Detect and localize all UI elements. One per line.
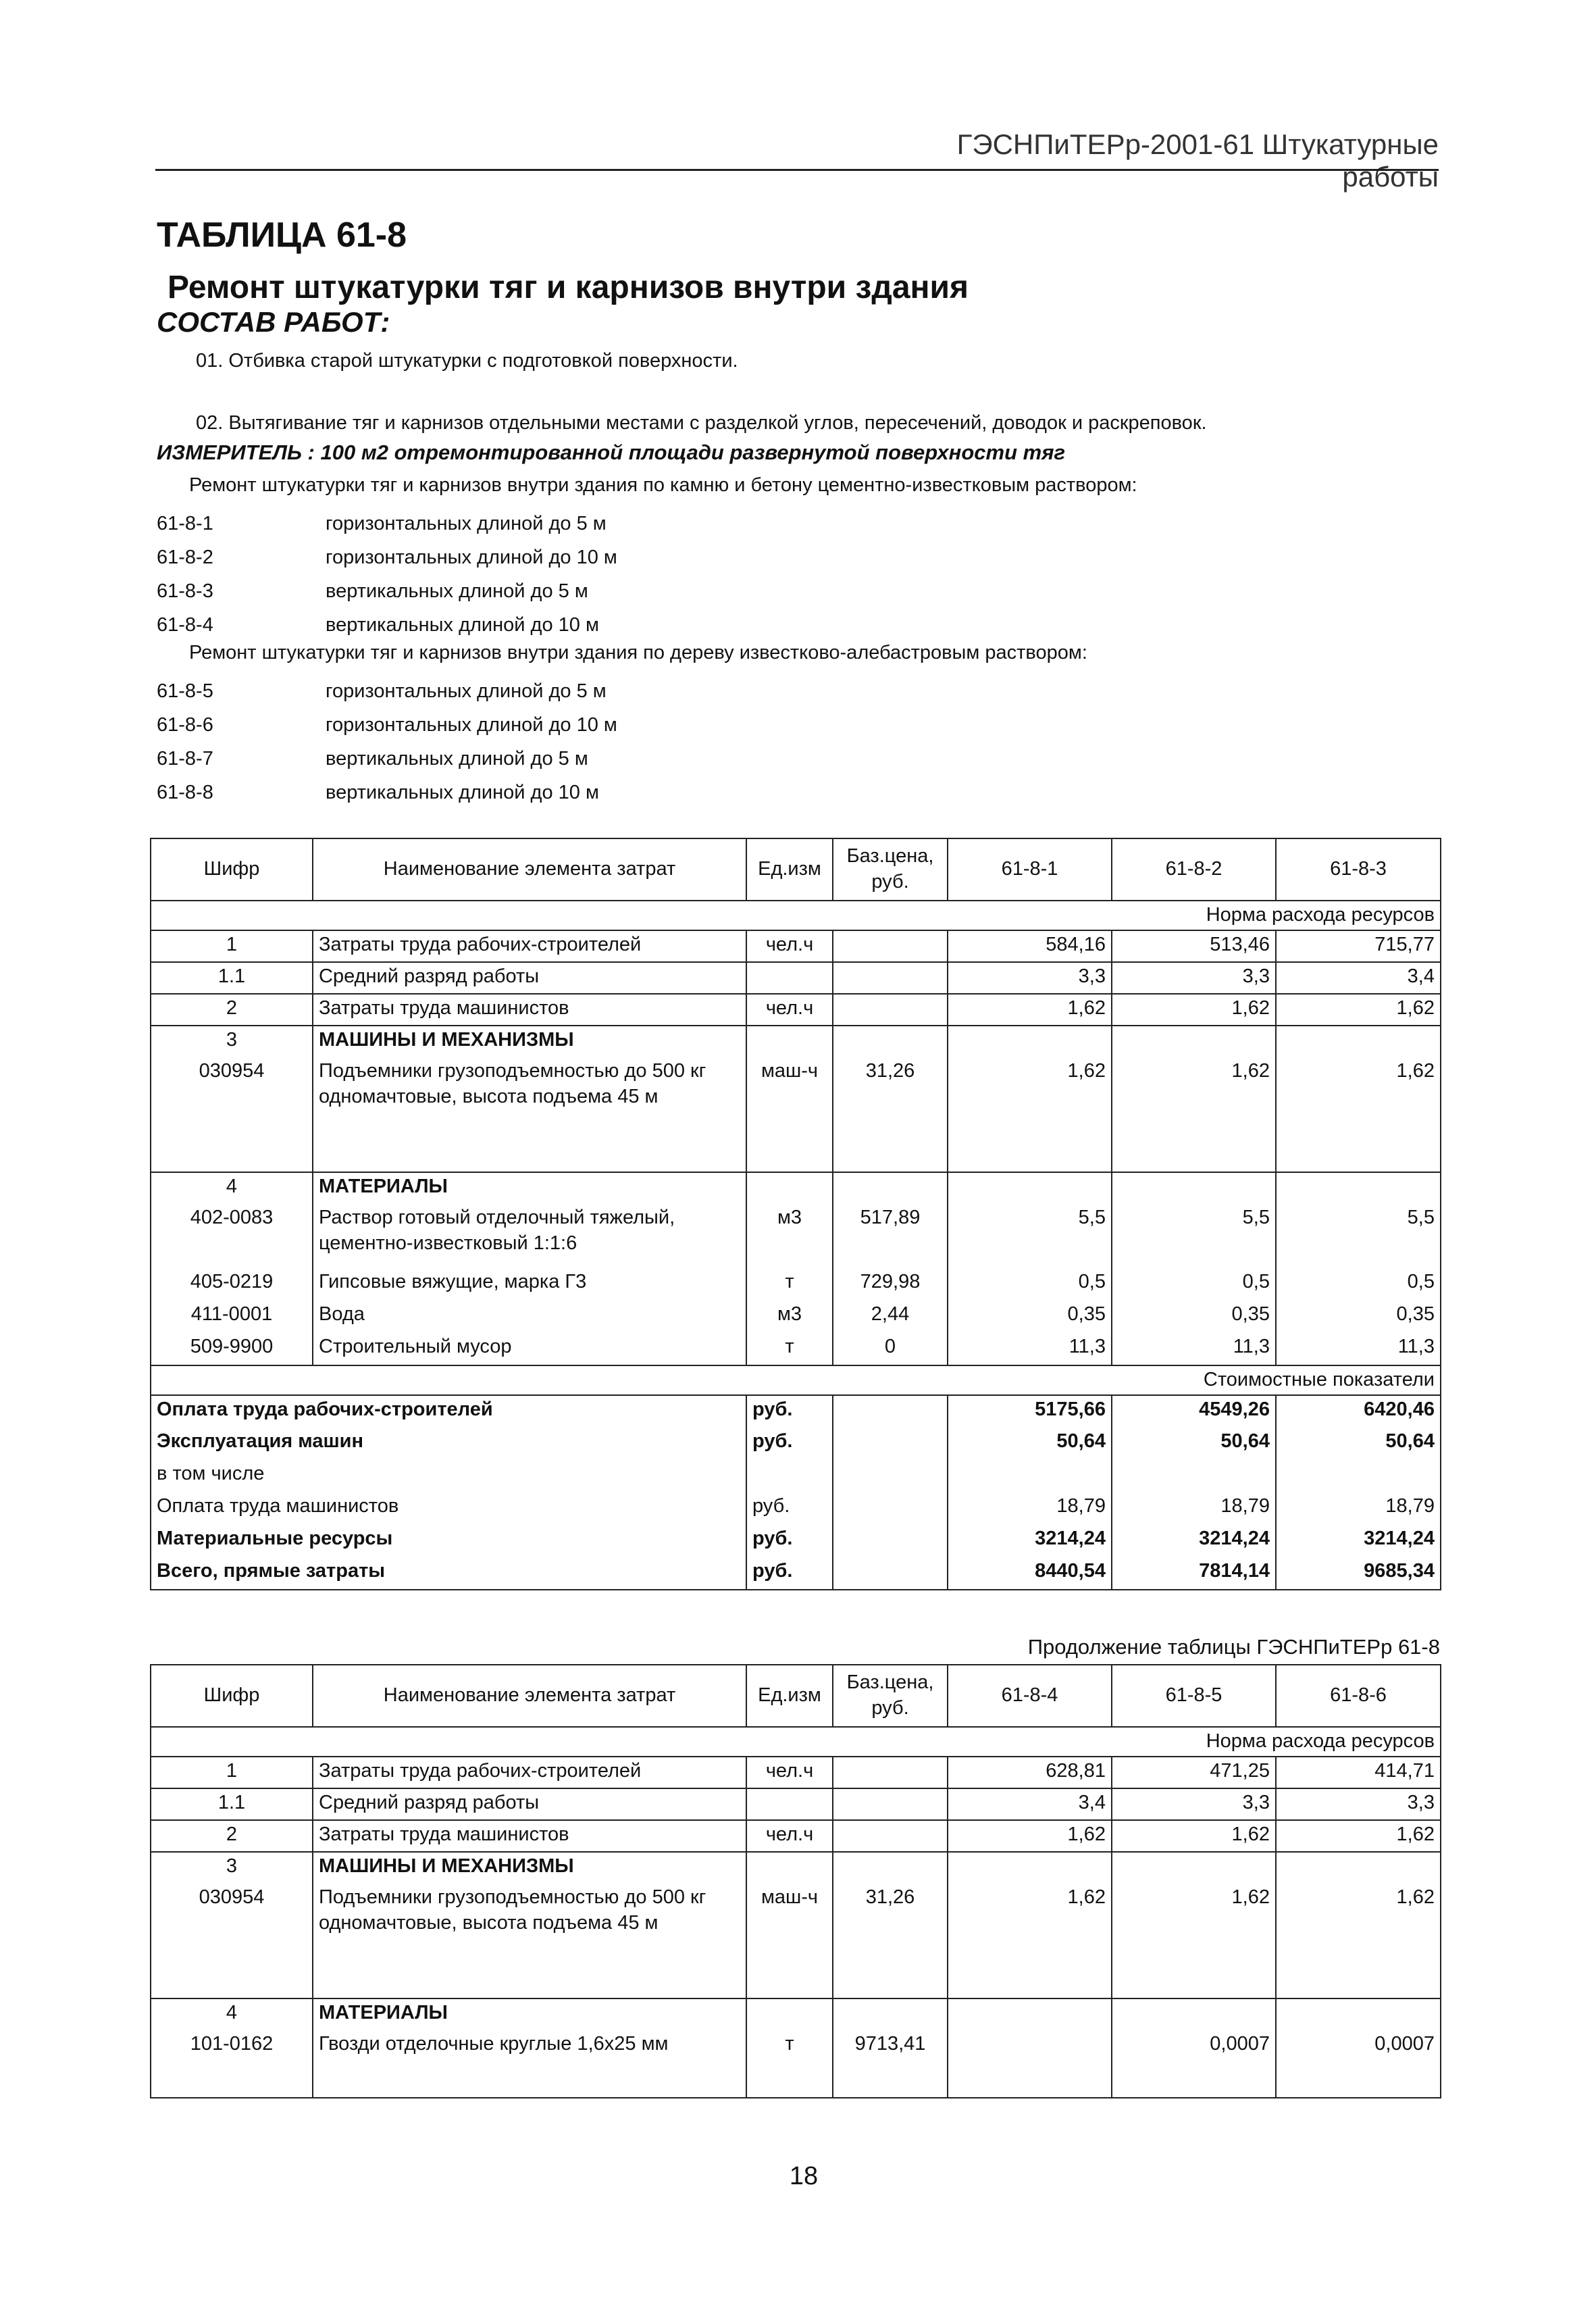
- row-unit: маш-ч: [746, 1057, 833, 1172]
- item-text: горизонтальных длиной до 10 м: [326, 547, 617, 568]
- cost-unit: руб.: [746, 1395, 833, 1428]
- norm-row: [151, 1727, 1441, 1757]
- cost-row: [151, 1557, 1441, 1590]
- group1-intro: Ремонт штукатурки тяг и карнизов внутри здания по камню и бетону цементно-известковым раствором:: [189, 474, 1137, 496]
- row-price: 2,44: [833, 1301, 948, 1333]
- item-text: горизонтальных длиной до 5 м: [326, 513, 607, 534]
- row-price: [833, 1788, 948, 1820]
- table-head-row: [151, 1665, 1441, 1727]
- row-value: 11,3: [1112, 1333, 1276, 1365]
- group2-intro: Ремонт штукатурки тяг и карнизов внутри здания по дереву известково-алебастровым раствором:: [189, 642, 1087, 663]
- row-value: 0,0007: [1276, 2030, 1441, 2098]
- work-item-01: 01. Отбивка старой штукатурки с подготовкой поверхности.: [196, 350, 738, 372]
- row-value: 3,3: [1276, 1788, 1441, 1820]
- cost-value: 50,64: [1276, 1428, 1441, 1460]
- item-code: 61-8-3: [157, 580, 213, 602]
- cost-name: Всего, прямые затраты: [151, 1557, 746, 1590]
- list-item: [157, 674, 967, 708]
- row-value: 5,5: [1112, 1204, 1276, 1268]
- row-unit: маш-ч: [746, 1884, 833, 1998]
- item-text: горизонтальных длиной до 5 м: [326, 680, 607, 702]
- item-text: вертикальных длиной до 5 м: [326, 580, 588, 602]
- row-name: Строительный мусор: [313, 1333, 746, 1365]
- row-value: 0,5: [1112, 1268, 1276, 1301]
- list-item: [157, 574, 967, 608]
- row-code: 2: [151, 1820, 313, 1852]
- row-price: 517,89: [833, 1204, 948, 1268]
- row-value: 0,5: [1276, 1268, 1441, 1301]
- item-code: 61-8-4: [157, 614, 213, 636]
- row-name: Подъемники грузоподъемностью до 500 кг одномачтовые, высота подъема 45 м: [313, 1884, 746, 1998]
- cost-value: 18,79: [1276, 1492, 1441, 1525]
- section-row: [151, 1998, 1441, 2030]
- row-unit: т: [746, 1333, 833, 1365]
- col-price: Баз.цена, руб.: [833, 838, 948, 901]
- cost-value: 9685,34: [1276, 1557, 1441, 1590]
- row-code: 3: [151, 1852, 313, 1884]
- row-name: Гипсовые вяжущие, марка Г3: [313, 1268, 746, 1301]
- row-unit: чел.ч: [746, 930, 833, 962]
- row-price: [833, 962, 948, 994]
- continuation-label: Продолжение таблицы ГЭСНПиТЕРр 61-8: [1027, 1635, 1440, 1659]
- measure-line: [157, 441, 1065, 465]
- col-price: Баз.цена, руб.: [833, 1665, 948, 1727]
- section-title: МАШИНЫ И МЕХАНИЗМЫ: [313, 1026, 746, 1057]
- list-item: [157, 776, 967, 809]
- list-item: [157, 708, 967, 742]
- cost-name: Оплата труда машинистов: [151, 1492, 746, 1525]
- section-row: [151, 1026, 1441, 1057]
- row-code: 4: [151, 1998, 313, 2030]
- row-value: 628,81: [948, 1757, 1112, 1788]
- row-unit: чел.ч: [746, 994, 833, 1026]
- row-name: Подъемники грузоподъемностью до 500 кг одномачтовые, высота подъема 45 м: [313, 1057, 746, 1172]
- cost-unit: руб.: [746, 1428, 833, 1460]
- row-value: 1,62: [1276, 1057, 1441, 1172]
- table-row: [151, 1204, 1441, 1268]
- col-code: Шифр: [151, 838, 313, 901]
- list-item: [157, 507, 967, 540]
- table-subtitle: Ремонт штукатурки тяг и карнизов внутри здания: [168, 270, 969, 305]
- table-row: [151, 1333, 1441, 1365]
- cost-row: [151, 1460, 1441, 1492]
- row-price: [833, 930, 948, 962]
- row-unit: м3: [746, 1204, 833, 1268]
- row-code: 1: [151, 930, 313, 962]
- table-title: ТАБЛИЦА 61-8: [157, 216, 407, 255]
- list-item: [157, 742, 967, 776]
- row-value: [948, 2030, 1112, 2098]
- cost-value: 7814,14: [1112, 1557, 1276, 1590]
- item-text: вертикальных длиной до 5 м: [326, 748, 588, 770]
- item-code: 61-8-5: [157, 680, 213, 702]
- table-row: [151, 962, 1441, 994]
- row-unit: т: [746, 2030, 833, 2098]
- item-code: 61-8-1: [157, 513, 213, 534]
- cost-row: [151, 1428, 1441, 1460]
- row-value: 1,62: [948, 1820, 1112, 1852]
- measure-label: ИЗМЕРИТЕЛЬ :: [157, 441, 315, 464]
- item-code: 61-8-8: [157, 782, 213, 803]
- section-row: [151, 1172, 1441, 1204]
- table-row: [151, 1884, 1441, 1998]
- cost-row: [151, 1395, 1441, 1428]
- col-61-8-1: 61-8-1: [948, 838, 1112, 901]
- row-price: 31,26: [833, 1057, 948, 1172]
- row-price: [833, 994, 948, 1026]
- row-unit: т: [746, 1268, 833, 1301]
- col-code: Шифр: [151, 1665, 313, 1727]
- cost-value: 3214,24: [1112, 1525, 1276, 1557]
- row-value: 11,3: [1276, 1333, 1441, 1365]
- row-value: 1,62: [1112, 1057, 1276, 1172]
- item-text: вертикальных длиной до 10 м: [326, 782, 599, 803]
- row-value: 3,3: [1112, 1788, 1276, 1820]
- row-value: 3,4: [1276, 962, 1441, 994]
- row-price: 729,98: [833, 1268, 948, 1301]
- row-name: Раствор готовый отделочный тяжелый, цементно-известковый 1:1:6: [313, 1204, 746, 1268]
- item-text: вертикальных длиной до 10 м: [326, 614, 599, 636]
- cost-value: 4549,26: [1112, 1395, 1276, 1428]
- row-value: 715,77: [1276, 930, 1441, 962]
- work-item-02: 02. Вытягивание тяг и карнизов отдельными местами с разделкой углов, пересечений, доводок и раскреповок.: [196, 412, 1207, 434]
- row-code: 030954: [151, 1057, 313, 1172]
- row-value: 0,35: [948, 1301, 1112, 1333]
- section-title: МАШИНЫ И МЕХАНИЗМЫ: [313, 1852, 746, 1884]
- row-value: 1,62: [948, 1057, 1112, 1172]
- header-rule: [155, 169, 1439, 171]
- item-code: 61-8-7: [157, 748, 213, 770]
- row-name: Средний разряд работы: [313, 962, 746, 994]
- row-value: 0,35: [1112, 1301, 1276, 1333]
- row-name: Затраты труда машинистов: [313, 1820, 746, 1852]
- table-row: [151, 1820, 1441, 1852]
- row-value: 0,0007: [1112, 2030, 1276, 2098]
- cost-label: Стоимостные показатели: [151, 1365, 1441, 1395]
- row-code: 101-0162: [151, 2030, 313, 2098]
- cost-value: 3214,24: [1276, 1525, 1441, 1557]
- cost-name: Материальные ресурсы: [151, 1525, 746, 1557]
- row-code: 1.1: [151, 962, 313, 994]
- cost-name: Оплата труда рабочих-строителей: [151, 1395, 746, 1428]
- list-item: [157, 608, 967, 642]
- row-value: 1,62: [1276, 1884, 1441, 1998]
- cost-value: 8440,54: [948, 1557, 1112, 1590]
- table-row: [151, 1788, 1441, 1820]
- col-61-8-6: 61-8-6: [1276, 1665, 1441, 1727]
- col-61-8-2: 61-8-2: [1112, 838, 1276, 901]
- table-head-row: [151, 838, 1441, 901]
- row-value: 0,35: [1276, 1301, 1441, 1333]
- row-value: 584,16: [948, 930, 1112, 962]
- norm-label: Норма расхода ресурсов: [151, 901, 1441, 930]
- row-price: [833, 1820, 948, 1852]
- cost-unit: руб.: [746, 1557, 833, 1590]
- col-61-8-5: 61-8-5: [1112, 1665, 1276, 1727]
- col-61-8-4: 61-8-4: [948, 1665, 1112, 1727]
- row-value: 1,62: [948, 1884, 1112, 1998]
- running-header: ГЭСНПиТЕРр-2001-61 Штукатурные работы: [956, 128, 1439, 193]
- row-value: 0,5: [948, 1268, 1112, 1301]
- row-code: 402-0083: [151, 1204, 313, 1268]
- row-value: 3,4: [948, 1788, 1112, 1820]
- cost-unit: руб.: [746, 1525, 833, 1557]
- measure-value: 100 м2 отремонтированной площади развернутой поверхности тяг: [320, 441, 1066, 464]
- cost-value: 3214,24: [948, 1525, 1112, 1557]
- row-value: 1,62: [1276, 1820, 1441, 1852]
- row-value: 5,5: [1276, 1204, 1441, 1268]
- group2-list: [157, 674, 967, 809]
- cost-value: 50,64: [948, 1428, 1112, 1460]
- row-unit: [746, 1788, 833, 1820]
- row-code: 4: [151, 1172, 313, 1204]
- row-name: Затраты труда машинистов: [313, 994, 746, 1026]
- row-value: 471,25: [1112, 1757, 1276, 1788]
- row-price: 31,26: [833, 1884, 948, 1998]
- table-row: [151, 930, 1441, 962]
- row-price: 0: [833, 1333, 948, 1365]
- row-code: 509-9900: [151, 1333, 313, 1365]
- item-code: 61-8-2: [157, 547, 213, 568]
- list-item: [157, 540, 967, 574]
- table-row: [151, 1057, 1441, 1172]
- row-value: 414,71: [1276, 1757, 1441, 1788]
- cost-name: в том числе: [151, 1460, 746, 1492]
- table-row: [151, 2030, 1441, 2098]
- col-61-8-3: 61-8-3: [1276, 838, 1441, 901]
- row-code: 1.1: [151, 1788, 313, 1820]
- item-code: 61-8-6: [157, 714, 213, 736]
- table-row: [151, 1268, 1441, 1301]
- table-row: [151, 994, 1441, 1026]
- row-value: 513,46: [1112, 930, 1276, 962]
- cost-unit: руб.: [746, 1492, 833, 1525]
- section-row: [151, 1852, 1441, 1884]
- row-value: 1,62: [1112, 994, 1276, 1026]
- section-title: МАТЕРИАЛЫ: [313, 1172, 746, 1204]
- row-value: 5,5: [948, 1204, 1112, 1268]
- cost-value: 18,79: [948, 1492, 1112, 1525]
- row-price: [833, 1757, 948, 1788]
- row-code: 405-0219: [151, 1268, 313, 1301]
- row-value: 11,3: [948, 1333, 1112, 1365]
- row-name: Средний разряд работы: [313, 1788, 746, 1820]
- col-name: Наименование элемента затрат: [313, 1665, 746, 1727]
- row-name: Затраты труда рабочих-строителей: [313, 930, 746, 962]
- col-name: Наименование элемента затрат: [313, 838, 746, 901]
- row-value: 3,3: [1112, 962, 1276, 994]
- table-row: [151, 1757, 1441, 1788]
- row-code: 411-0001: [151, 1301, 313, 1333]
- row-value: 1,62: [1276, 994, 1441, 1026]
- row-value: 1,62: [1112, 1820, 1276, 1852]
- row-code: 2: [151, 994, 313, 1026]
- cost-label-row: [151, 1365, 1441, 1395]
- page-number: 18: [789, 2162, 819, 2190]
- row-unit: чел.ч: [746, 1820, 833, 1852]
- cost-row: [151, 1492, 1441, 1525]
- norm-label: Норма расхода ресурсов: [151, 1727, 1441, 1757]
- norm-row: [151, 901, 1441, 930]
- row-code: 1: [151, 1757, 313, 1788]
- group1-list: [157, 507, 967, 642]
- row-unit: чел.ч: [746, 1757, 833, 1788]
- row-value: 1,62: [1112, 1884, 1276, 1998]
- composition-label: СОСТАВ РАБОТ:: [157, 306, 390, 338]
- row-unit: [746, 962, 833, 994]
- cost-name: Эксплуатация машин: [151, 1428, 746, 1460]
- cost-value: 50,64: [1112, 1428, 1276, 1460]
- row-code: 030954: [151, 1884, 313, 1998]
- row-value: 3,3: [948, 962, 1112, 994]
- cost-value: 5175,66: [948, 1395, 1112, 1428]
- table-row: [151, 1301, 1441, 1333]
- cost-row: [151, 1525, 1441, 1557]
- row-name: Гвозди отделочные круглые 1,6х25 мм: [313, 2030, 746, 2098]
- col-unit: Ед.изм: [746, 1665, 833, 1727]
- row-unit: м3: [746, 1301, 833, 1333]
- section-title: МАТЕРИАЛЫ: [313, 1998, 746, 2030]
- row-code: 3: [151, 1026, 313, 1057]
- col-unit: Ед.изм: [746, 838, 833, 901]
- row-name: Вода: [313, 1301, 746, 1333]
- cost-value: 6420,46: [1276, 1395, 1441, 1428]
- cost-value: 18,79: [1112, 1492, 1276, 1525]
- row-price: 9713,41: [833, 2030, 948, 2098]
- row-name: Затраты труда рабочих-строителей: [313, 1757, 746, 1788]
- resource-table-2: [150, 1664, 1441, 2098]
- row-value: 1,62: [948, 994, 1112, 1026]
- item-text: горизонтальных длиной до 10 м: [326, 714, 617, 736]
- resource-table-1: [150, 838, 1441, 1590]
